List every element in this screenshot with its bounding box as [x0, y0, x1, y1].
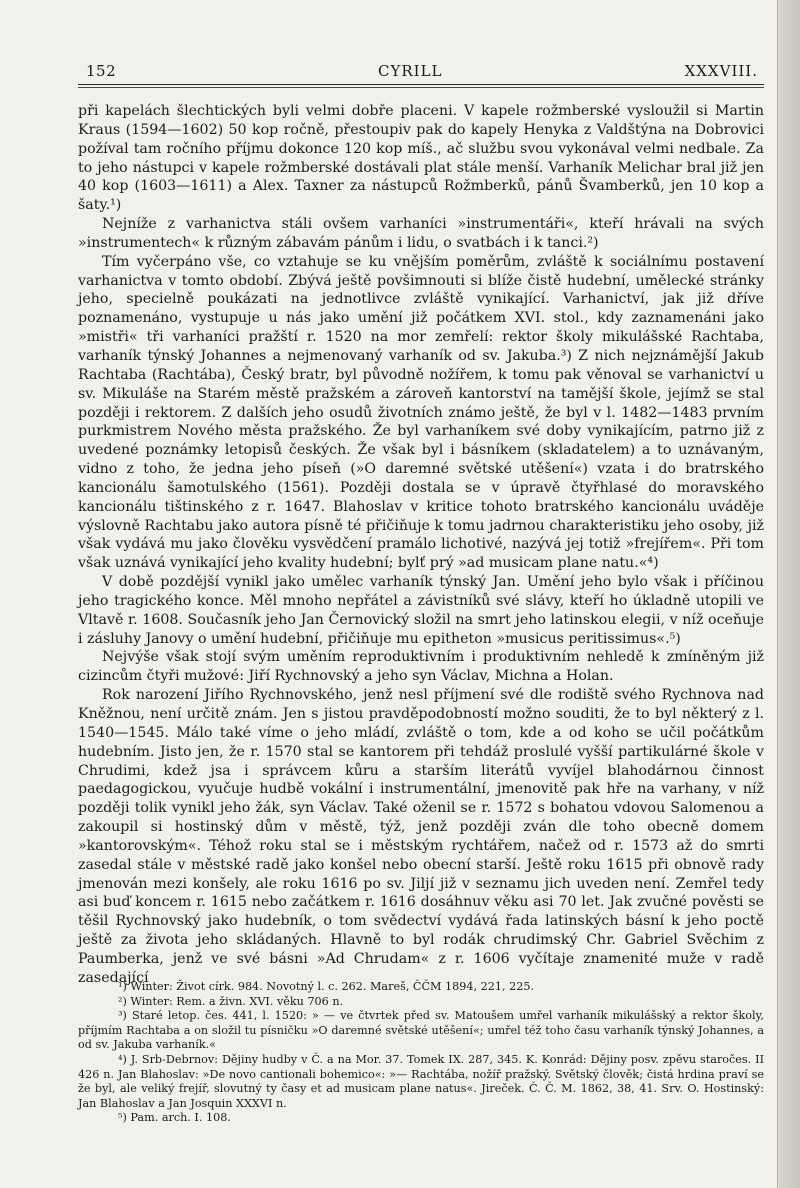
page-edge [777, 0, 800, 1188]
paragraph: Rok narození Jiřího Rychnovského, jenž nesl příjmení své dle rodiště svého Rychnova nad Kněžnou, není určitě znám. Jen s jistou pravděpodobností možno souditi, že to byl některý z l. 1540—1545. Málo také víme o jeho mládí, zvláště o tom, kde a od koho se učil počátkům hudebním. Jisto jen, že r. 1570 stal se kantorem při tehdáž proslulé vyšší partikulárné škole v Chrudimi, kdež jsa i správcem kůru a starším literátů vyvíjel blahodárnou činnost paedagogickou, vyučuje hudbě vokální i instrumentální, jmenovitě pak hře na varhany, v níž později tolik vynikl jeho žák, syn Václav. Také oženil se r. 1572 s bohatou vdovou Salomenou a zakoupil si hostinský dům v městě, týž, jenž později zván dle toho obecně domem »kantorovským«. Téhož roku stal se i městským rychtářem, načež od r. 1573 až do smrti zasedal stále v městské radě jako konšel nebo obecní starší. Ještě roku 1615 při obnově rady jmenován mezi konšely, ale roku 1616 po sv. Jiljí již v seznamu jich uveden není. Zemřel tedy asi buď koncem r. 1615 nebo začátkem r. 1616 dosáhnuv věku asi 70 let. Jak zvučné pověsti se těšil Rychnovský jako hudebník, o tom svědectví vydává řada latinských básní k jeho poctě ještě za života jeho skládaných. Hlavně to byl rodák chrudimský Chr. Gabriel Svěchim z Paumberka, jenž ve své básni »Ad Chrudam« z r. 1606 vyčítaje znamenité muže v radě zasedající [78, 687, 764, 986]
paragraph: Nejvýše však stojí svým uměním reproduktivním i produktivním nehledě k zmíněným již cizincům čtyři mužové: Jiří Rychnovský a jeho syn Václav, Michna a Holan. [78, 649, 764, 685]
footnote: ⁵) Pam. arch. I. 108. [118, 1111, 231, 1125]
footnote: ⁴) J. Srb-Debrnov: Dějiny hudby v Č. a na Mor. 37. Tomek IX. 287, 345. K. Konrád: Dějiny posv. zpěvu staročes. II 426 n. Jan Blahoslav: »De novo cantionali bohemico«: »— Rachtába, nožíř pražský. Světský člověk; čistá hrdina praví se že byl, ale veliký frejíř, slovutný ty časy et ad musicam plane natus«. Jireček. Č. Č. M. 1862, 38, 41. Srv. O. Hostinský: Jan Blahoslav a Jan Josquin XXXVI n. [78, 1052, 764, 1110]
paragraph: Tím vyčerpáno vše, co vztahuje se ku vnějším poměrům, zvláště k sociálnímu postavení varhanictva v tomto období. Zbývá ještě povšimnouti si blíže čistě hudební, umělecké stránky jeho, specielně poukázati na jednotlivce zvláště vynikající. Varhanictví, jak již dříve poznamenáno, vystupuje u nás jako umění již počátkem XVI. stol., kdy zaznamenáni jako »mistři« tři varhaníci pražští r. 1520 na mor zemřelí: rektor školy mikulášské Rachtaba, varhaník týnský Johannes a nejmenovaný varhaník od sv. Jakuba.³) Z nich nejznámější Jakub Rachtaba (Rachtába), Český bratr, byl původně nožířem, k tomu pak věnoval se varhanictví u sv. Mikuláše na Starém městě pražském a zároveň kantorství na tamější škole, jejímž se stal později i rektorem. Z dalších jeho osudů životních známo ještě, že byl v l. 1482—1483 prvním purkmistrem Nového města pražského. Že byl varhaníkem své doby vynikajícím, patrno již z uvedené poznámky letopisů českých. Že však byl i básníkem (skladatelem) a to uznávaným, vidno z toho, že jedna jeho píseň (»O daremné světské utěšení«) vzata i do bratrského kancionálu šamotulského (1561). Později dostala se v úpravě čtyřhlasé do moravského kancionálu tištinského z r. 1647. Blahoslav v kritice tohoto bratrského kancionálu uváděje výslovně Rachtabu jako autora písně té přičiňuje k tomu jadrnou charakteristiku jeho osoby, již však vydává mu jako člověku vysvědčení pramálo lichotivé, nazývá jej totiž »frejířem«. Při tom však uznává vynikající jeho kvality hudební; bylť prý »ad musicam plane natu.«⁴) [78, 253, 764, 572]
running-title: CYRILL [378, 62, 443, 80]
page-number: 152 [86, 62, 117, 80]
section-number: XXXVIII. [684, 62, 758, 80]
footnotes [78, 980, 764, 1126]
paragraph: Nejníže z varhanictva stáli ovšem varhaníci »instrumentáři«, kteří hrávali na svých »instrumentech« k různým zábavám pánům i lidu, o svatbách i k tanci.²) [78, 216, 764, 251]
footnote: ²) Winter: Rem. a živn. XVI. věku 706 n. [118, 994, 344, 1008]
running-header [78, 60, 764, 82]
paragraph: při kapelách šlechtických byli velmi dobře placeni. V kapele rožmberské vysloužil si Martin Kraus (1594—1602) 50 kop ročně, přestoupiv pak do kapely Henyka z Valdštýna na Dobrovici požíval tam ročního příjmu dokonce 120 kop míš., ač službu svou vykonával velmi nedbale. Za to jeho nástupci v kapele rožmberské dostávali plat stále menší. Varhaník Melichar bral již jen 40 kop (1603—1611) a Alex. Taxner za nástupců Rožmberků, pánů Švamberků, jen 10 kop a šaty.¹) [78, 103, 764, 214]
header-rule [78, 84, 764, 85]
footnote: ³) Staré letop. čes. 441, l. 1520: » — ve čtvrtek před sv. Matoušem umřel varhaník mikulášský a rektor školy, příjmím Rachtaba a on složil tu písničku »O daremné světské utěšení«; umřel též toho času varhaník týnský Johannes, a od sv. Jakuba varhaník.« [78, 1009, 764, 1052]
header-rule-secondary [78, 87, 764, 88]
footnote: ¹) Winter: Život círk. 984. Novotný l. c. 262. Mareš, ČČM 1894, 221, 225. [118, 980, 535, 993]
paragraph: V době pozdější vynikl jako umělec varhaník týnský Jan. Umění jeho bylo však i příčinou jeho tragického konce. Měl mnoho nepřátel a závistníků své slávy, kteří ho úkladně utopili ve Vltavě r. 1608. Současník jeho Jan Černovický složil na smrt jeho latinskou elegii, v níž oceňuje i zásluhy Janovy o umění hudební, přičiňuje mu epitheton »musicus peritissimus«.⁵) [78, 574, 764, 647]
main-text [78, 102, 764, 988]
